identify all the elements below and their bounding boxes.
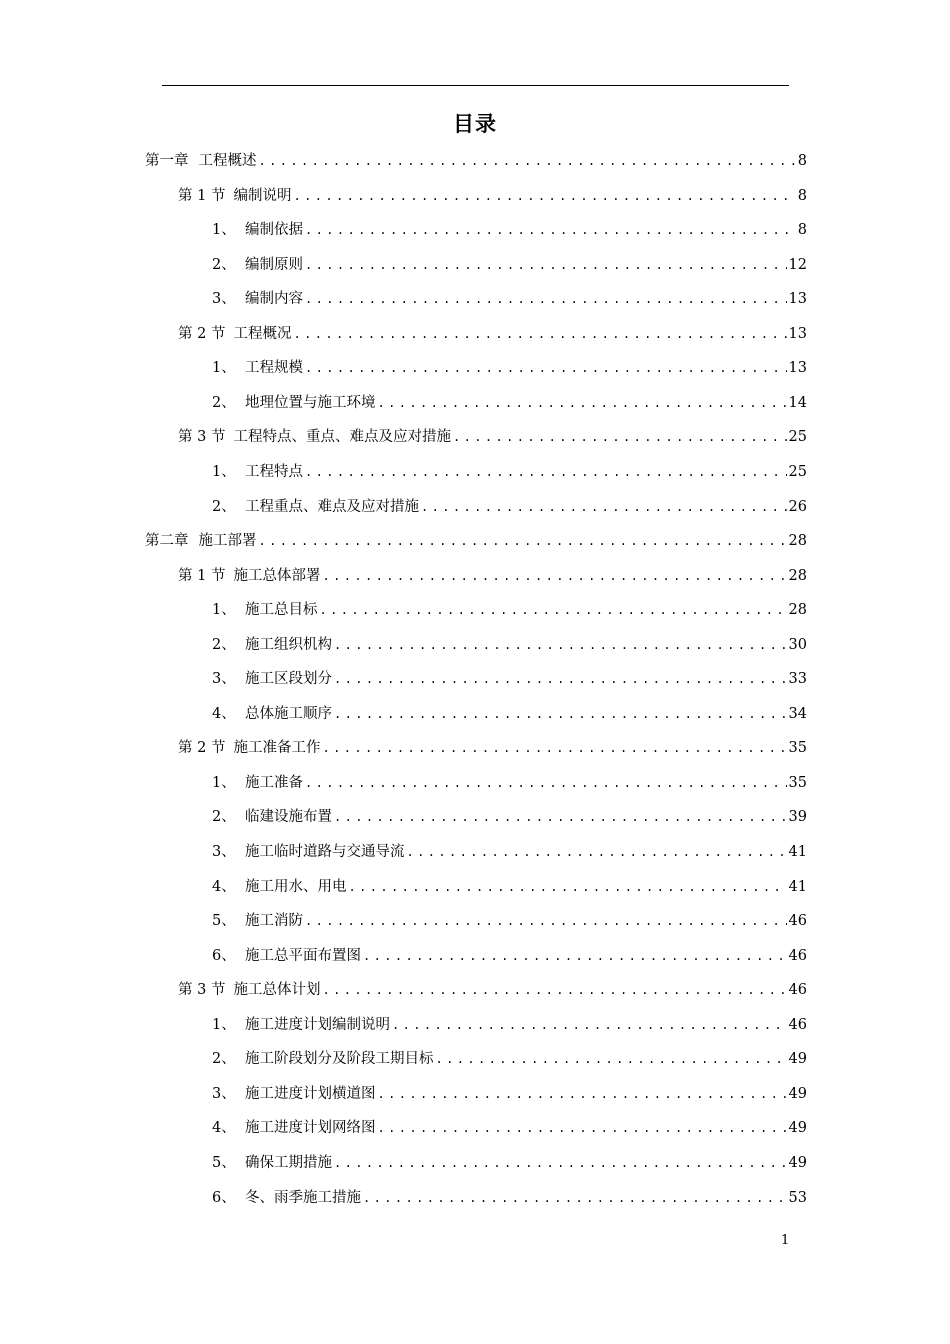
dot-leader — [378, 1118, 787, 1138]
toc-entry-page: 8 — [797, 153, 807, 169]
toc-entry-number: 3、 — [212, 291, 236, 308]
toc-entry-page: 35 — [788, 774, 807, 791]
toc-entry-number: 4、 — [212, 878, 236, 895]
toc-entry-page: 25 — [788, 429, 807, 446]
toc-section-entry[interactable] — [145, 734, 807, 758]
dot-leader — [305, 462, 787, 482]
toc-entry-page: 46 — [788, 947, 807, 964]
toc-entry-page: 13 — [788, 325, 807, 342]
toc-entry-page: 13 — [788, 291, 807, 308]
toc-entry-page: 46 — [788, 913, 807, 930]
toc-entry-number: 1、 — [212, 602, 236, 619]
toc-entry-title: 确保工期措施 — [245, 1154, 332, 1171]
toc-entry-number: 1、 — [212, 1016, 236, 1033]
toc-entry-title: 编制内容 — [245, 291, 303, 308]
toc-entry-number: 第 3 节 — [178, 982, 226, 999]
toc-entry-page: 14 — [788, 394, 807, 411]
toc-section-entry[interactable] — [145, 182, 807, 206]
toc-entry-number: 3、 — [212, 1085, 236, 1102]
toc-entry-title: 施工准备 — [245, 774, 303, 791]
toc-entry-page: 13 — [788, 360, 807, 377]
toc-entry-number: 2、 — [212, 809, 236, 826]
dot-leader — [305, 220, 795, 240]
toc-entry-title: 施工总体部署 — [233, 567, 321, 584]
toc-entry-title: 施工进度计划网络图 — [245, 1120, 376, 1137]
dot-leader — [378, 393, 787, 413]
toc-entry-page: 8 — [797, 222, 807, 239]
toc-entry-number: 3、 — [212, 844, 236, 860]
toc-subsection-entry[interactable] — [145, 216, 807, 240]
toc-section-entry[interactable] — [145, 562, 807, 586]
toc-entry-number: 2、 — [212, 636, 236, 653]
toc-entry-number: 1、 — [212, 222, 236, 239]
toc-entry-title: 施工区段划分 — [245, 671, 332, 688]
dot-leader — [322, 738, 786, 758]
toc-entry-number: 第一章 — [145, 153, 189, 169]
toc-entry-number: 第 2 节 — [178, 325, 226, 342]
toc-subsection-entry[interactable] — [145, 1149, 807, 1173]
toc-subsection-entry[interactable] — [145, 493, 807, 517]
toc-entry-number: 6、 — [212, 947, 236, 964]
toc-subsection-entry[interactable] — [145, 700, 807, 724]
toc-entry-number: 第 1 节 — [178, 567, 226, 584]
toc-subsection-entry[interactable] — [145, 1080, 807, 1104]
toc-entry-number: 第 2 节 — [178, 740, 226, 757]
toc-entry-title: 施工组织机构 — [245, 636, 332, 653]
toc-entry-page: 34 — [788, 705, 807, 722]
dot-leader — [436, 1049, 787, 1069]
toc-subsection-entry[interactable] — [145, 1114, 807, 1138]
dot-leader — [334, 1153, 787, 1173]
dot-leader — [320, 600, 787, 620]
toc-entry-number: 2、 — [212, 256, 236, 273]
dot-leader — [293, 186, 795, 206]
toc-entry-number: 4、 — [212, 1120, 236, 1137]
toc-subsection-entry[interactable] — [145, 389, 807, 413]
toc-entry-number: 第二章 — [145, 533, 189, 550]
toc-entry-title: 施工临时道路与交通导流 — [245, 844, 405, 860]
toc-entry-page: 28 — [788, 567, 807, 584]
toc-entry-page: 49 — [788, 1120, 807, 1137]
toc-entry-number: 1、 — [212, 774, 236, 791]
toc-entry-page: 30 — [788, 636, 807, 653]
toc-entry-page: 28 — [788, 602, 807, 619]
toc-entry-number: 第 1 节 — [178, 187, 226, 204]
toc-entry-number: 2、 — [212, 498, 236, 515]
toc-entry-page: 39 — [788, 809, 807, 826]
toc-entry-number: 第 3 节 — [178, 429, 226, 446]
toc-entry-page: 49 — [788, 1154, 807, 1171]
dot-leader — [378, 1084, 787, 1104]
toc-entry-title: 施工总平面布置图 — [245, 947, 361, 964]
toc-entry-number: 3、 — [212, 671, 236, 688]
toc-entry-title: 工程概述 — [198, 153, 257, 169]
toc-entry-title: 冬、雨季施工措施 — [245, 1189, 361, 1206]
toc-entry-title: 施工总目标 — [245, 602, 318, 619]
toc-entry-title: 施工准备工作 — [233, 740, 321, 757]
dot-leader — [322, 980, 786, 1000]
toc-subsection-entry[interactable] — [145, 1011, 807, 1035]
toc-section-entry[interactable] — [145, 423, 807, 447]
toc-subsection-entry[interactable] — [145, 873, 807, 897]
dot-leader — [305, 911, 787, 931]
dot-leader — [259, 151, 796, 171]
toc-entry-number: 1、 — [212, 360, 236, 377]
toc-entry-number: 2、 — [212, 1051, 236, 1068]
page-title: 目录 — [453, 112, 497, 136]
dot-leader — [334, 704, 787, 724]
toc-entry-title: 编制原则 — [245, 256, 303, 273]
toc-subsection-entry[interactable] — [145, 803, 807, 827]
toc-entry-title: 施工阶段划分及阶段工期目标 — [245, 1051, 434, 1068]
toc-entry-title: 施工进度计划编制说明 — [245, 1016, 390, 1033]
dot-leader — [305, 773, 787, 793]
dot-leader — [334, 807, 787, 827]
toc-section-entry[interactable] — [145, 320, 807, 344]
dot-leader — [421, 497, 787, 517]
toc-entry-title: 施工进度计划横道图 — [245, 1085, 376, 1102]
toc-entry-page: 8 — [797, 187, 807, 204]
toc-section-entry[interactable] — [145, 976, 807, 1000]
toc-entry-title: 地理位置与施工环境 — [245, 394, 376, 411]
toc-entry-title: 施工部署 — [198, 533, 257, 550]
toc-entry-page: 12 — [788, 256, 807, 273]
dot-leader — [363, 946, 787, 966]
dot-leader — [349, 877, 787, 897]
dot-leader — [305, 255, 787, 275]
dot-leader — [322, 566, 786, 586]
dot-leader — [392, 1015, 787, 1035]
toc-entry-page: 28 — [788, 533, 807, 550]
toc-entry-page: 49 — [788, 1085, 807, 1102]
dot-leader — [334, 669, 787, 689]
toc-chapter-entry[interactable] — [145, 147, 807, 171]
toc-subsection-entry[interactable] — [145, 838, 807, 862]
toc-entry-page: 25 — [788, 463, 807, 480]
toc-subsection-entry[interactable] — [145, 354, 807, 378]
toc-entry-page: 53 — [788, 1189, 807, 1206]
toc-subsection-entry[interactable] — [145, 665, 807, 689]
header-rule — [162, 85, 789, 86]
toc-subsection-entry[interactable] — [145, 631, 807, 655]
toc-entry-page: 49 — [788, 1051, 807, 1068]
toc-subsection-entry[interactable] — [145, 1184, 807, 1208]
toc-entry-title: 施工消防 — [245, 913, 303, 930]
toc-entry-page: 33 — [788, 671, 807, 688]
dot-leader — [305, 289, 787, 309]
toc-entry-title: 工程特点、重点、难点及应对措施 — [233, 429, 451, 446]
toc-subsection-entry[interactable] — [145, 458, 807, 482]
dot-leader — [259, 531, 787, 551]
toc-subsection-entry[interactable] — [145, 596, 807, 620]
toc-subsection-entry[interactable] — [145, 942, 807, 966]
toc-entry-number: 4、 — [212, 705, 236, 722]
toc-entry-title: 编制说明 — [233, 187, 292, 204]
toc-entry-number: 6、 — [212, 1189, 236, 1206]
toc-subsection-entry[interactable] — [145, 769, 807, 793]
toc-entry-title: 编制依据 — [245, 222, 303, 239]
toc-entry-title: 工程概况 — [233, 325, 292, 342]
toc-entry-title: 施工用水、用电 — [245, 878, 347, 895]
toc-subsection-entry[interactable] — [145, 285, 807, 309]
toc-entry-title: 工程重点、难点及应对措施 — [245, 498, 419, 515]
dot-leader — [305, 358, 787, 378]
toc-chapter-entry[interactable] — [145, 527, 807, 551]
dot-leader — [334, 635, 787, 655]
toc-entry-page: 46 — [788, 1016, 807, 1033]
dot-leader — [293, 324, 786, 344]
toc-subsection-entry[interactable] — [145, 1045, 807, 1069]
toc-entry-page: 35 — [788, 740, 807, 757]
footer-page-number: 1 — [781, 1233, 790, 1248]
toc-entry-number: 5、 — [212, 913, 236, 930]
toc-entry-page: 41 — [788, 878, 807, 895]
toc-entry-title: 工程规模 — [245, 360, 303, 377]
toc-subsection-entry[interactable] — [145, 907, 807, 931]
toc-entry-title: 临建设施布置 — [245, 809, 332, 826]
toc-entry-number: 1、 — [212, 463, 236, 480]
toc-entry-page: 41 — [788, 844, 807, 860]
dot-leader — [453, 427, 787, 447]
dot-leader — [407, 842, 787, 862]
toc-entry-title: 总体施工顺序 — [245, 705, 332, 722]
toc-entry-title: 工程特点 — [245, 463, 303, 480]
toc-entry-page: 26 — [788, 498, 807, 515]
toc-entry-title: 施工总体计划 — [233, 982, 321, 999]
toc-entry-page: 46 — [788, 982, 807, 999]
dot-leader — [363, 1188, 787, 1208]
toc-subsection-entry[interactable] — [145, 251, 807, 275]
toc-entry-number: 5、 — [212, 1154, 236, 1171]
toc-entry-number: 2、 — [212, 394, 236, 411]
